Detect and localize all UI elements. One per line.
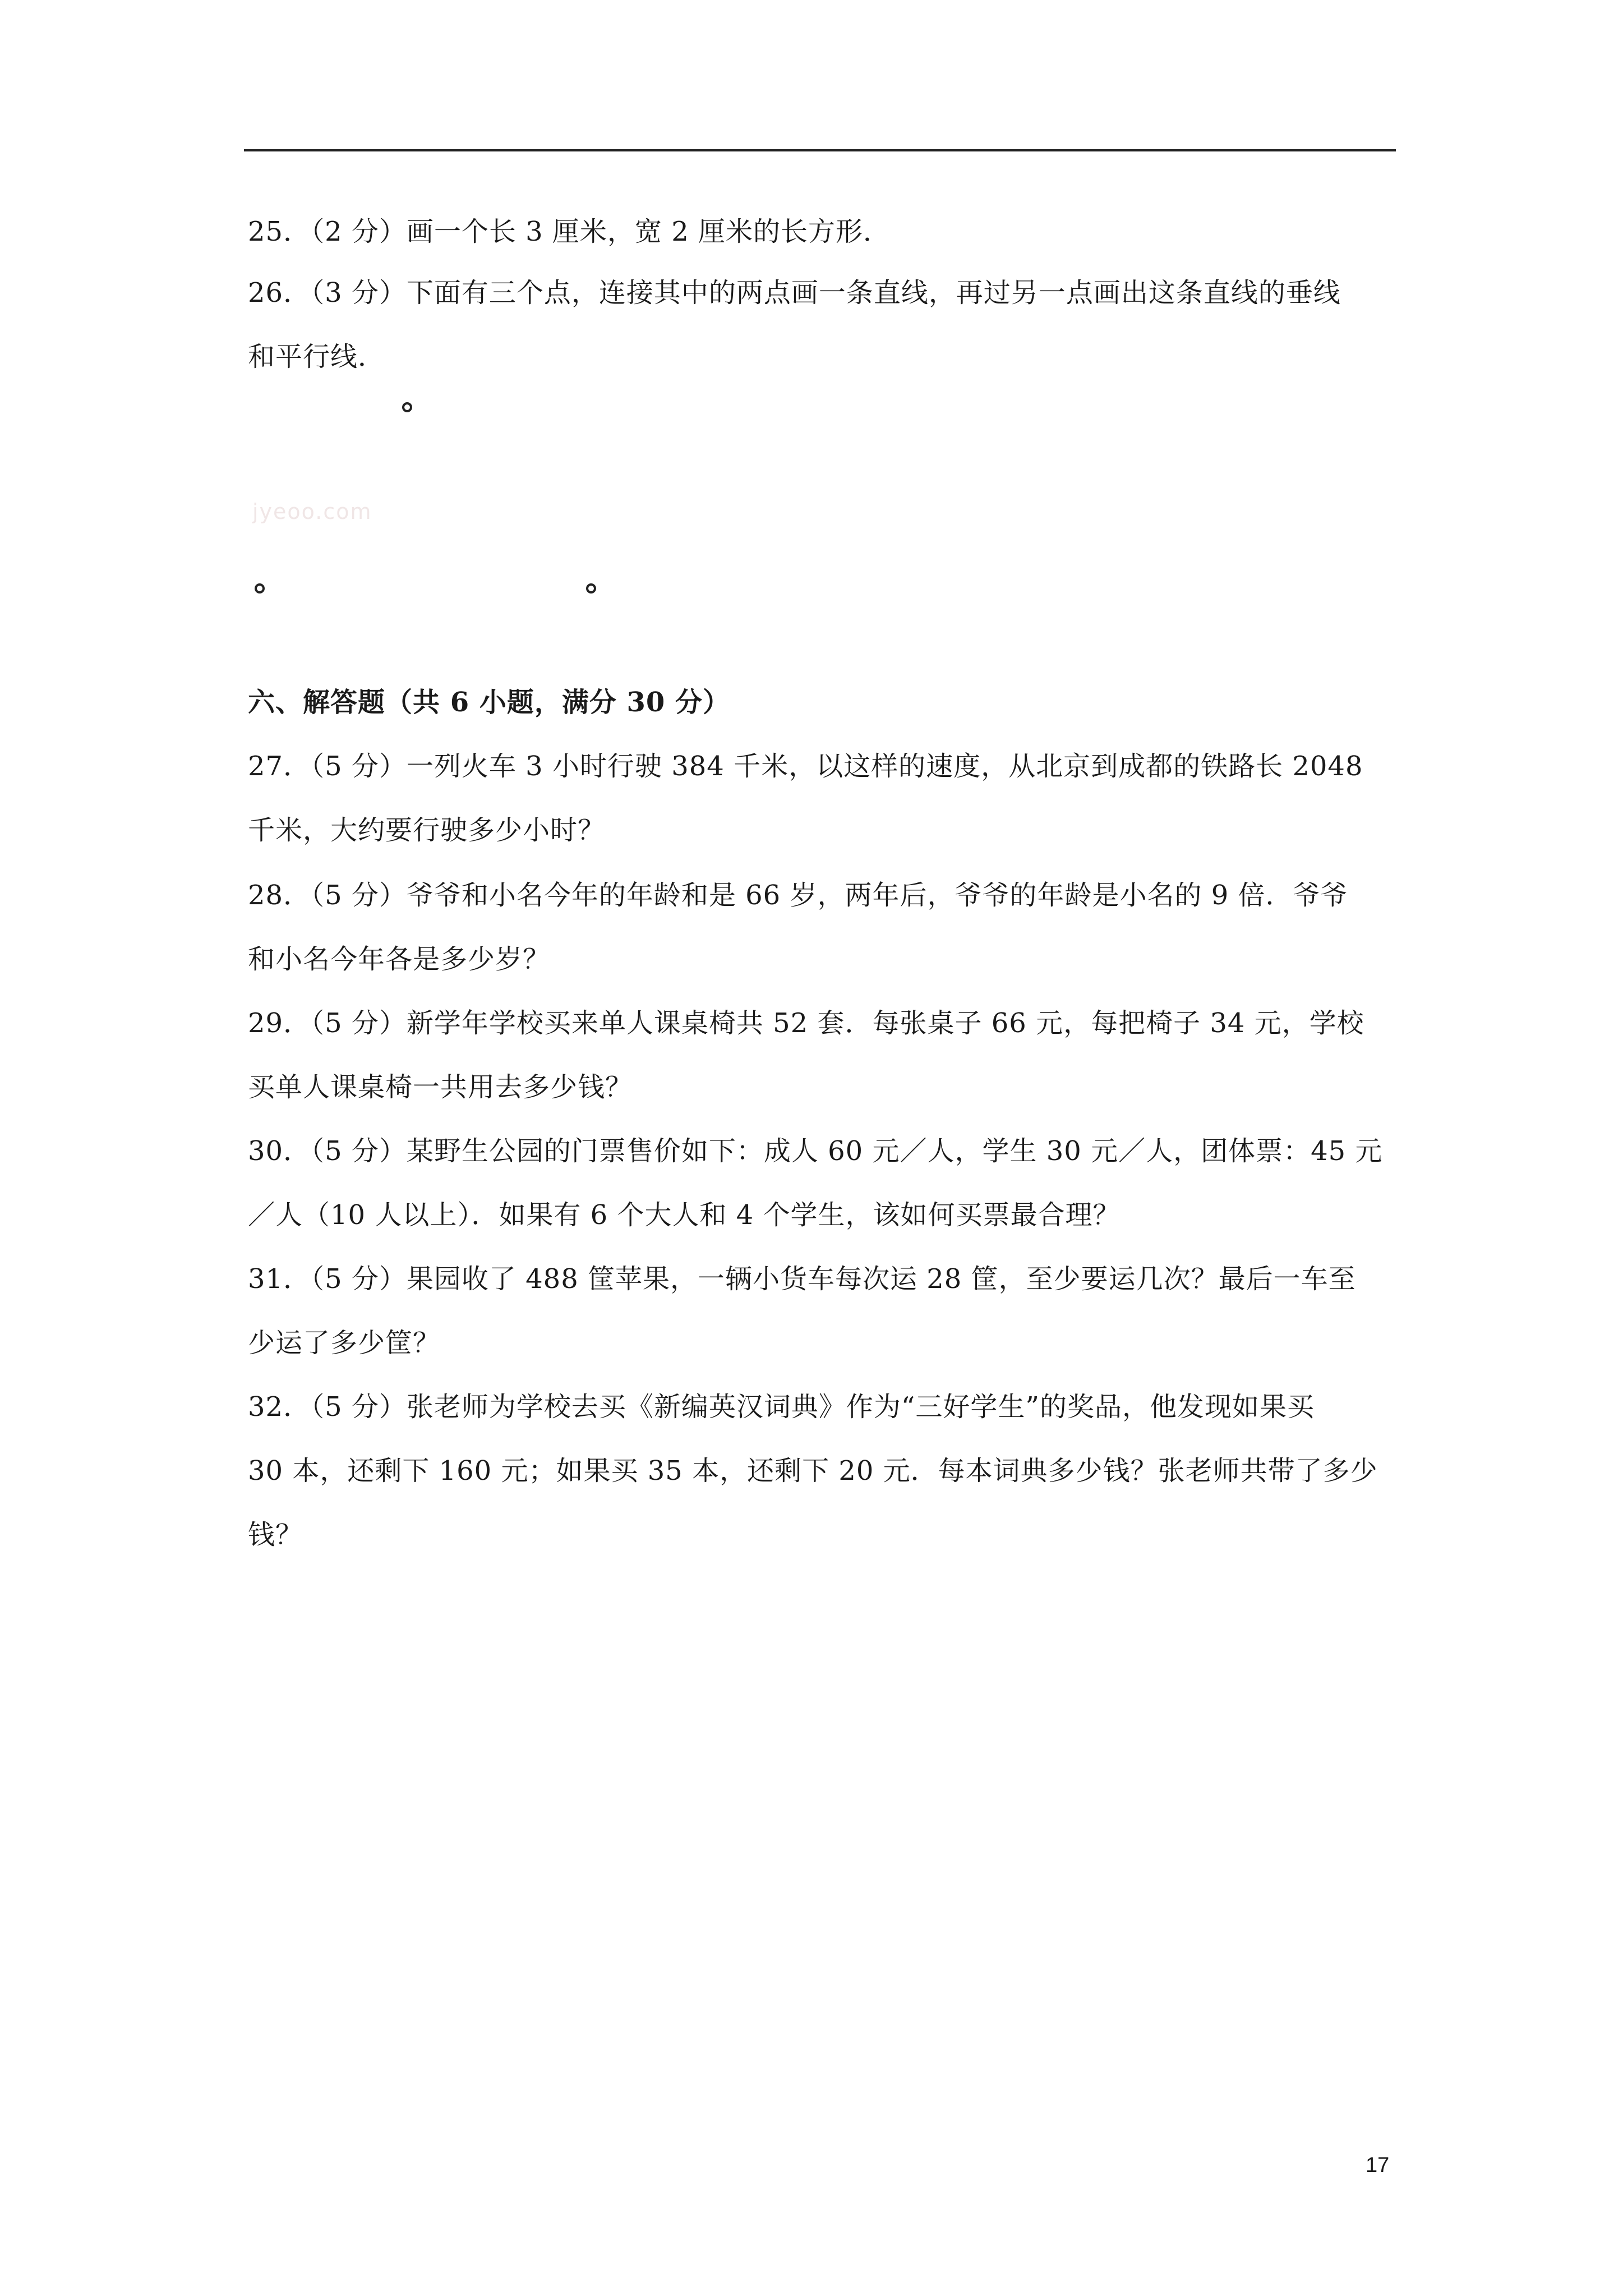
question-32-line2: 30 本，还剩下 160 元；如果买 35 本，还剩下 20 元．每本词典多少钱？张老师共带了多少 <box>248 1455 1378 1487</box>
question-25: 25．（2 分）画一个长 3 厘米，宽 2 厘米的长方形． <box>248 216 891 247</box>
question-26-line2: 和平行线． <box>248 341 386 372</box>
question-32-line3: 钱？ <box>248 1519 303 1550</box>
question-32-line1: 32．（5 分）张老师为学校去买《新编英汉词典》作为“三好学生”的奖品，他发现如果买 <box>248 1391 1315 1423</box>
question-30-line1: 30．（5 分）某野生公园的门票售价如下：成人 60 元／人，学生 30 元／人，团体票：45 元 <box>248 1135 1383 1167</box>
point-bottom-right <box>586 583 596 593</box>
question-28-line1: 28．（5 分）爷爷和小名今年的年龄和是 66 岁，两年后，爷爷的年龄是小名的 9 倍．爷爷 <box>248 880 1348 911</box>
question-30-line2: ／人（10 人以上）．如果有 6 个大人和 4 个学生，该如何买票最合理？ <box>248 1199 1121 1231</box>
question-27-line2: 千米，大约要行驶多少小时？ <box>248 815 606 846</box>
header-rule <box>244 149 1396 151</box>
question-31-line2: 少运了多少筐？ <box>248 1327 441 1359</box>
question-28-line2: 和小名今年各是多少岁？ <box>248 944 551 975</box>
page-number: 17 <box>1366 2154 1390 2177</box>
point-top <box>402 402 412 412</box>
question-29-line2: 买单人课桌椅一共用去多少钱？ <box>248 1071 633 1103</box>
section-title: 六、解答题（共 6 小题，满分 30 分） <box>248 687 731 718</box>
point-bottom-left <box>255 583 265 593</box>
question-31-line1: 31．（5 分）果园收了 488 筐苹果，一辆小货车每次运 28 筐，至少要运几次？最后一车至 <box>248 1263 1356 1295</box>
question-29-line1: 29．（5 分）新学年学校买来单人课桌椅共 52 套．每张桌子 66 元，每把椅子 34 元，学校 <box>248 1007 1364 1039</box>
question-27-line1: 27．（5 分）一列火车 3 小时行驶 384 千米，以这样的速度，从北京到成都的铁路长 2048 <box>248 751 1363 782</box>
question-26-line1: 26．（3 分）下面有三个点，连接其中的两点画一条直线，再过另一点画出这条直线的垂线 <box>248 277 1341 309</box>
watermark: jyeoo.com <box>252 499 372 524</box>
